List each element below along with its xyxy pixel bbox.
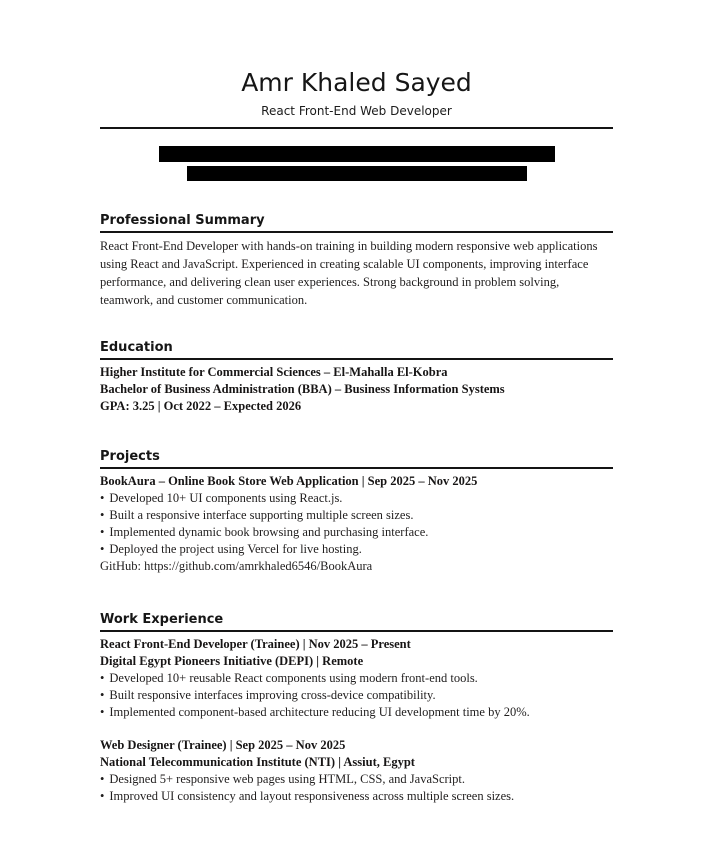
project-bullet: • Implemented dynamic book browsing and purchasing interface. bbox=[100, 524, 613, 541]
projects-heading: Projects bbox=[100, 448, 613, 469]
project-bullet: • Built a responsive interface supporting multiple screen sizes. bbox=[100, 507, 613, 524]
experience-entry bbox=[100, 737, 613, 805]
summary-heading: Professional Summary bbox=[100, 212, 613, 233]
project-github-link: GitHub: https://github.com/amrkhaled6546/BookAura bbox=[100, 559, 373, 573]
section-work-experience bbox=[100, 611, 613, 805]
job-title-line: Web Designer (Trainee) | Sep 2025 – Nov 2025 bbox=[100, 738, 346, 752]
page-title: Amr Khaled Sayed bbox=[241, 68, 472, 97]
job-bullet-list bbox=[100, 670, 613, 721]
education-heading: Education bbox=[100, 339, 613, 360]
project-bullet: • Developed 10+ UI components using React.js. bbox=[100, 490, 613, 507]
job-company-line: National Telecommunication Institute (NTI) | Assiut, Egypt bbox=[100, 755, 415, 769]
job-bullet: • Developed 10+ reusable React components using modern front-end tools. bbox=[100, 670, 613, 687]
redacted-contact-line-1 bbox=[159, 146, 555, 162]
job-bullet: • Designed 5+ responsive web pages using HTML, CSS, and JavaScript. bbox=[100, 771, 613, 788]
resume-header bbox=[100, 66, 613, 181]
job-bullet: • Built responsive interfaces improving cross-device compatibility. bbox=[100, 687, 613, 704]
education-gpa-dates: GPA: 3.25 | Oct 2022 – Expected 2026 bbox=[100, 399, 302, 413]
job-title-line: React Front-End Developer (Trainee) | Nov 2025 – Present bbox=[100, 637, 411, 651]
redacted-contact-line-2 bbox=[187, 166, 527, 181]
experience-heading: Work Experience bbox=[100, 611, 613, 632]
summary-text: React Front-End Developer with hands-on training in building modern responsive web applications using React and JavaScript. Experienced in creating scalable UI components, improving interface performance, and delivering clean user experiences. Strong background in problem solving, teamwork, and customer communication. bbox=[100, 239, 598, 307]
education-institution: Higher Institute for Commercial Sciences – El-Mahalla El-Kobra bbox=[100, 365, 448, 379]
job-bullet-list bbox=[100, 771, 613, 805]
job-title-subtitle: React Front-End Web Developer bbox=[261, 104, 452, 118]
section-education bbox=[100, 339, 613, 415]
header-divider bbox=[100, 127, 613, 129]
job-bullet: • Implemented component-based architecture reducing UI development time by 20%. bbox=[100, 704, 613, 721]
section-projects bbox=[100, 448, 613, 575]
job-company-line: Digital Egypt Pioneers Initiative (DEPI) | Remote bbox=[100, 654, 364, 668]
project-title: BookAura – Online Book Store Web Application | Sep 2025 – Nov 2025 bbox=[100, 474, 478, 488]
project-entry bbox=[100, 473, 613, 575]
education-degree: Bachelor of Business Administration (BBA) – Business Information Systems bbox=[100, 382, 505, 396]
experience-entry bbox=[100, 636, 613, 721]
project-bullet-list bbox=[100, 490, 613, 558]
project-bullet: • Deployed the project using Vercel for live hosting. bbox=[100, 541, 613, 558]
section-professional-summary bbox=[100, 212, 613, 309]
job-bullet: • Improved UI consistency and layout responsiveness across multiple screen sizes. bbox=[100, 788, 613, 805]
